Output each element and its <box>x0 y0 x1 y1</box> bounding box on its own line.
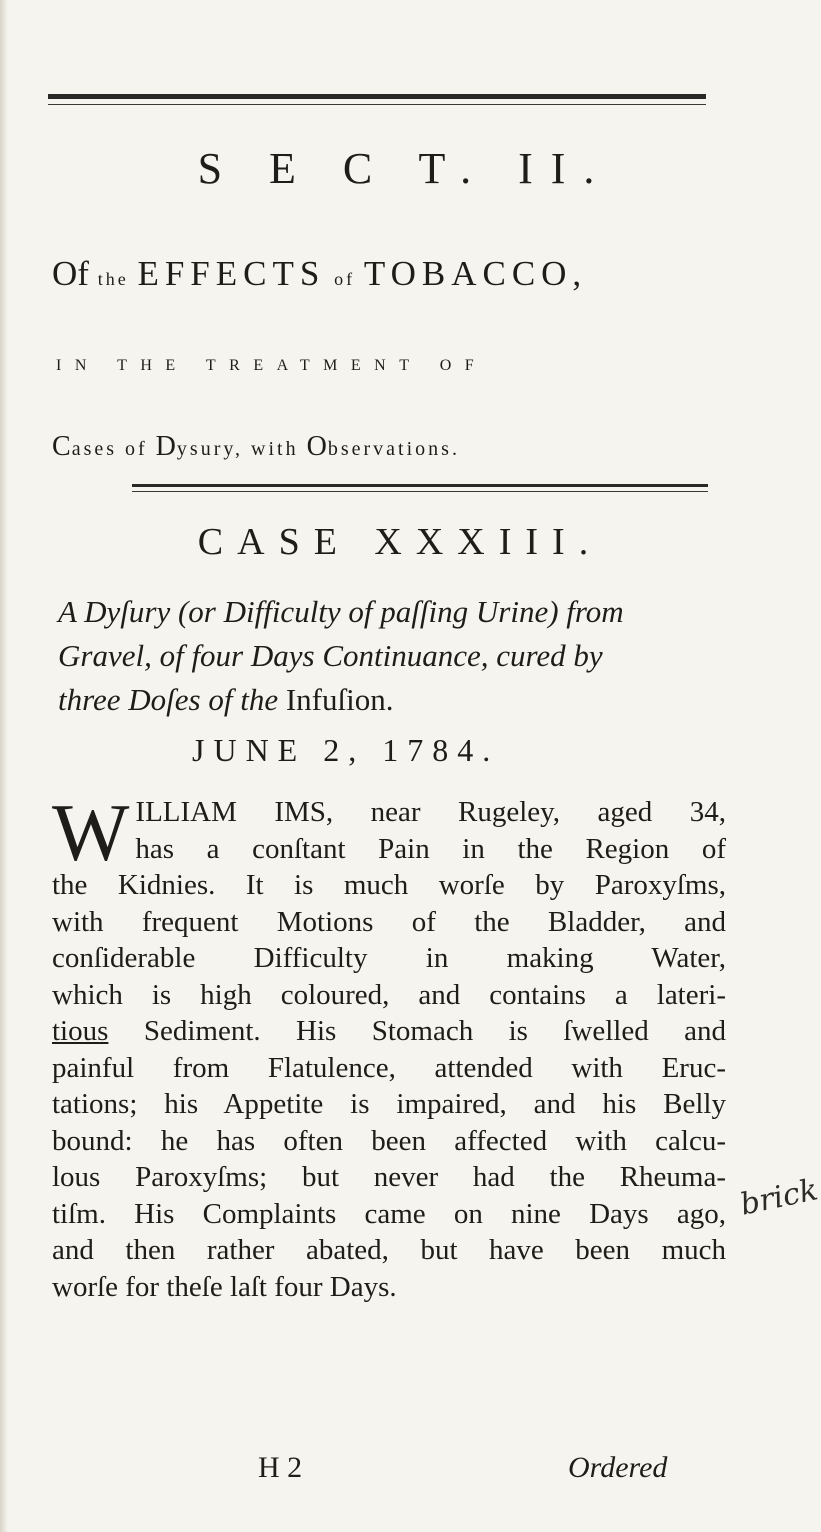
body-line-5: conſiderable Difficulty in making Water, <box>52 942 726 974</box>
body-line-2: has a conſtant Pain in the Region of <box>135 832 726 865</box>
body-line-9: tations; his Appetite is impaired, and his Belly <box>52 1088 726 1120</box>
section-title <box>52 254 587 294</box>
body-line-12: tiſm. His Complaints came on nine Days ago, <box>52 1197 726 1230</box>
signature-mark: H 2 <box>258 1451 303 1484</box>
catchword: Ordered <box>568 1451 668 1484</box>
title-treatment-line: IN THE TREATMENT OF <box>56 357 488 374</box>
title-word-the: the <box>97 269 129 289</box>
body-line-1: ILLIAM IMS, near Rugeley, aged 34, <box>135 796 726 828</box>
body-line-11: lous Paroxyſms; but never had the Rheuma- <box>52 1161 726 1193</box>
case-heading: CASE XXXIII. <box>197 521 603 563</box>
top-rule-thick <box>48 94 706 99</box>
subtitle-line-3-upright: Infuſion. <box>285 682 394 717</box>
body-line-10: bound: he has often been affected with calcu- <box>52 1124 726 1157</box>
dysury-initial: D <box>155 431 177 462</box>
title-cases-line <box>52 431 460 463</box>
body-line-14: worſe for theſe laſt four Days. <box>52 1270 397 1303</box>
drop-cap: W <box>52 787 130 878</box>
subtitle-line-2: Gravel, of four Days Continuance, cured by <box>58 638 603 673</box>
mid-rule-thin <box>132 491 708 492</box>
mid-rule-thick <box>132 484 708 487</box>
handwritten-margin-note: brick <box>737 1172 821 1223</box>
cases-rest: ases of <box>71 438 156 460</box>
section-heading: S E C T. II. <box>197 144 613 193</box>
observations-initial: O <box>306 431 328 462</box>
observations-rest: bservations. <box>327 438 460 460</box>
case-subtitle <box>58 590 718 722</box>
subtitle-line-3 <box>58 678 718 722</box>
dysury-rest: ysury, with <box>176 438 307 460</box>
case-date: JUNE 2, 1784. <box>192 732 500 768</box>
cases-initial: C <box>52 431 72 462</box>
page-spine-shadow <box>0 0 8 1532</box>
body-line-7-underlined: tious <box>52 1015 109 1047</box>
body-line-4: with frequent Motions of the Bladder, and <box>52 905 726 938</box>
body-line-7-rest: Sediment. His Stomach is ſwelled and <box>143 1015 727 1047</box>
body-line-13: and then rather abated, but have been much <box>52 1234 726 1266</box>
title-word-of: Of <box>52 254 89 293</box>
body-line-6: which is high coloured, and contains a lateri- <box>52 978 726 1011</box>
subtitle-line-3-italic: three Doſes of the <box>58 682 279 717</box>
title-word-effects: EFFECTS <box>137 254 326 293</box>
title-word-of-2: of <box>334 269 356 289</box>
case-body-paragraph <box>52 787 727 1305</box>
title-word-tobacco: TOBACCO, <box>363 254 588 293</box>
body-line-3: the Kidnies. It is much worſe by Paroxyſms, <box>52 869 726 901</box>
body-line-7 <box>52 1013 726 1050</box>
top-rule-thin <box>48 104 706 105</box>
body-line-8: painful from Flatulence, attended with Eruc- <box>52 1051 726 1084</box>
subtitle-line-1: A Dyſury (or Difficulty of paſſing Urine) from <box>58 594 624 629</box>
